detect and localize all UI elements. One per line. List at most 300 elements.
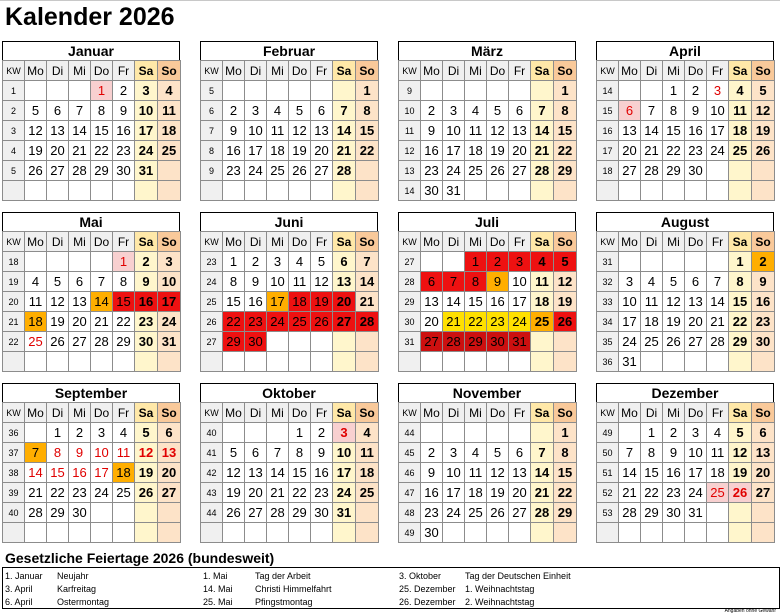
month-name: März bbox=[398, 41, 576, 60]
day-cell: 11 bbox=[465, 463, 487, 483]
day-cell bbox=[443, 523, 465, 543]
day-cell: 14 bbox=[443, 292, 465, 312]
day-cell: 4 bbox=[707, 423, 729, 443]
kw-header: KW bbox=[399, 403, 421, 423]
day-cell: 27 bbox=[421, 332, 443, 352]
day-cell: 22 bbox=[729, 312, 752, 332]
day-cell bbox=[509, 352, 531, 372]
month-name: November bbox=[398, 383, 576, 402]
month-table bbox=[200, 402, 379, 543]
day-cell: 1 bbox=[47, 423, 69, 443]
day-cell: 4 bbox=[356, 423, 379, 443]
month-name: Dezember bbox=[596, 383, 774, 402]
day-cell: 19 bbox=[311, 292, 333, 312]
day-cell bbox=[267, 423, 289, 443]
day-cell bbox=[289, 81, 311, 101]
day-cell bbox=[421, 252, 443, 272]
week-row bbox=[201, 463, 379, 483]
day-cell: 6 bbox=[685, 272, 707, 292]
weekday-header: Sa bbox=[333, 232, 356, 252]
day-cell: 15 bbox=[223, 292, 245, 312]
day-cell: 8 bbox=[663, 101, 685, 121]
week-number: 9 bbox=[399, 81, 421, 101]
day-cell: 10 bbox=[333, 443, 356, 463]
day-cell: 22 bbox=[91, 141, 113, 161]
day-cell bbox=[707, 252, 729, 272]
weekday-header: Mo bbox=[619, 232, 641, 252]
weekday-header: Sa bbox=[333, 403, 356, 423]
day-cell: 31 bbox=[158, 332, 181, 352]
week-number: 3 bbox=[3, 121, 25, 141]
day-cell bbox=[356, 352, 379, 372]
day-cell bbox=[685, 181, 707, 201]
day-cell: 17 bbox=[619, 312, 641, 332]
holiday-date: 1. Mai bbox=[203, 571, 228, 581]
week-number: 50 bbox=[597, 443, 619, 463]
day-cell: 23 bbox=[752, 312, 775, 332]
day-cell bbox=[311, 81, 333, 101]
day-cell: 15 bbox=[113, 292, 135, 312]
week-row bbox=[3, 292, 181, 312]
day-cell: 26 bbox=[752, 141, 775, 161]
week-row bbox=[597, 252, 775, 272]
week-number: 38 bbox=[3, 463, 25, 483]
week-number bbox=[3, 181, 25, 201]
day-cell: 29 bbox=[554, 161, 577, 181]
day-cell: 26 bbox=[663, 332, 685, 352]
weekday-header: Di bbox=[245, 403, 267, 423]
week-row bbox=[3, 141, 181, 161]
day-cell: 9 bbox=[685, 101, 707, 121]
weekday-header: Mi bbox=[465, 232, 487, 252]
week-row bbox=[399, 181, 577, 201]
day-cell bbox=[223, 81, 245, 101]
day-cell: 13 bbox=[509, 121, 531, 141]
weekday-header: Do bbox=[487, 232, 509, 252]
day-cell: 4 bbox=[158, 81, 181, 101]
day-cell bbox=[707, 352, 729, 372]
week-number: 49 bbox=[399, 523, 421, 543]
day-cell bbox=[752, 503, 775, 523]
day-cell bbox=[465, 81, 487, 101]
day-cell bbox=[91, 181, 113, 201]
week-row bbox=[597, 523, 775, 543]
week-row bbox=[201, 523, 379, 543]
holiday-name: 1. Weihnachtstag bbox=[465, 584, 535, 594]
day-cell: 4 bbox=[113, 423, 135, 443]
day-cell bbox=[707, 523, 729, 543]
week-row bbox=[3, 252, 181, 272]
day-cell: 12 bbox=[752, 101, 775, 121]
day-cell: 2 bbox=[113, 81, 135, 101]
day-cell: 26 bbox=[554, 312, 577, 332]
day-cell: 26 bbox=[487, 161, 509, 181]
day-cell bbox=[135, 181, 158, 201]
day-cell bbox=[113, 181, 135, 201]
day-cell: 5 bbox=[752, 81, 775, 101]
weekday-header: So bbox=[158, 403, 181, 423]
holiday-date: 25. Dezember bbox=[399, 584, 456, 594]
day-cell: 25 bbox=[531, 312, 554, 332]
weekday-header: Mi bbox=[69, 232, 91, 252]
day-cell bbox=[487, 352, 509, 372]
holidays-box bbox=[2, 567, 780, 609]
week-row bbox=[3, 443, 181, 463]
day-cell bbox=[267, 81, 289, 101]
day-cell bbox=[465, 181, 487, 201]
disclaimer-text: Angaben ohne Gewähr bbox=[724, 608, 776, 614]
day-cell: 13 bbox=[685, 292, 707, 312]
day-cell: 12 bbox=[487, 463, 509, 483]
day-cell bbox=[641, 181, 663, 201]
holiday-date: 6. April bbox=[5, 597, 33, 607]
day-cell: 31 bbox=[509, 332, 531, 352]
day-cell: 17 bbox=[443, 483, 465, 503]
day-cell: 27 bbox=[333, 312, 356, 332]
week-number: 20 bbox=[3, 292, 25, 312]
day-cell: 10 bbox=[91, 443, 113, 463]
day-cell bbox=[663, 523, 685, 543]
week-row bbox=[201, 352, 379, 372]
day-cell: 3 bbox=[619, 272, 641, 292]
day-cell: 22 bbox=[554, 141, 577, 161]
weekday-header: Sa bbox=[135, 61, 158, 81]
weekday-header: Do bbox=[91, 403, 113, 423]
month-juli bbox=[398, 212, 576, 372]
day-cell bbox=[311, 181, 333, 201]
day-cell: 25 bbox=[267, 161, 289, 181]
day-cell bbox=[47, 81, 69, 101]
weekday-header: So bbox=[752, 403, 775, 423]
day-cell bbox=[113, 523, 135, 543]
weekday-header: Mo bbox=[25, 232, 47, 252]
weekday-header: Mo bbox=[421, 403, 443, 423]
day-cell: 6 bbox=[509, 101, 531, 121]
day-cell: 1 bbox=[91, 81, 113, 101]
day-cell: 27 bbox=[619, 161, 641, 181]
month-name: Januar bbox=[2, 41, 180, 60]
holiday-date: 3. April bbox=[5, 584, 33, 594]
day-cell: 15 bbox=[289, 463, 311, 483]
day-cell bbox=[69, 81, 91, 101]
day-cell: 18 bbox=[531, 292, 554, 312]
weekday-header: Do bbox=[685, 61, 707, 81]
day-cell bbox=[158, 523, 181, 543]
day-cell bbox=[311, 352, 333, 372]
day-cell: 24 bbox=[267, 312, 289, 332]
day-cell bbox=[663, 352, 685, 372]
week-number bbox=[597, 523, 619, 543]
day-cell: 6 bbox=[421, 272, 443, 292]
day-cell: 6 bbox=[619, 101, 641, 121]
holidays-column-1 bbox=[5, 570, 109, 609]
weekday-header: Fr bbox=[707, 61, 729, 81]
holiday-name: Neujahr bbox=[57, 571, 89, 581]
weekday-header: Fr bbox=[509, 232, 531, 252]
week-number: 36 bbox=[3, 423, 25, 443]
day-cell bbox=[752, 352, 775, 372]
day-cell: 17 bbox=[158, 292, 181, 312]
holiday-entry bbox=[399, 570, 571, 583]
week-row bbox=[3, 423, 181, 443]
weekday-header: Mo bbox=[25, 61, 47, 81]
day-cell: 12 bbox=[311, 272, 333, 292]
day-cell: 21 bbox=[641, 141, 663, 161]
day-cell: 23 bbox=[421, 503, 443, 523]
day-cell: 18 bbox=[641, 312, 663, 332]
day-cell: 22 bbox=[356, 141, 379, 161]
day-cell bbox=[465, 423, 487, 443]
weekday-header-row bbox=[399, 61, 577, 81]
day-cell: 22 bbox=[465, 312, 487, 332]
day-cell: 18 bbox=[113, 463, 135, 483]
holidays-column-3 bbox=[399, 570, 571, 609]
weekday-header: Sa bbox=[729, 61, 752, 81]
day-cell: 21 bbox=[531, 483, 554, 503]
week-row bbox=[597, 463, 775, 483]
day-cell: 8 bbox=[289, 443, 311, 463]
week-number: 37 bbox=[3, 443, 25, 463]
day-cell: 11 bbox=[465, 121, 487, 141]
day-cell: 11 bbox=[641, 292, 663, 312]
day-cell: 6 bbox=[311, 101, 333, 121]
day-cell: 24 bbox=[443, 161, 465, 181]
month-oktober bbox=[200, 383, 378, 543]
week-row bbox=[3, 272, 181, 292]
day-cell bbox=[663, 252, 685, 272]
day-cell: 11 bbox=[267, 121, 289, 141]
holiday-date: 14. Mai bbox=[203, 584, 233, 594]
weekday-header: Di bbox=[641, 61, 663, 81]
day-cell: 1 bbox=[113, 252, 135, 272]
week-number bbox=[399, 352, 421, 372]
day-cell bbox=[158, 181, 181, 201]
day-cell: 25 bbox=[289, 312, 311, 332]
week-row bbox=[201, 272, 379, 292]
day-cell bbox=[69, 252, 91, 272]
day-cell: 6 bbox=[158, 423, 181, 443]
day-cell: 31 bbox=[685, 503, 707, 523]
week-row bbox=[597, 483, 775, 503]
month-table bbox=[2, 231, 181, 372]
day-cell bbox=[554, 352, 577, 372]
weekday-header: Di bbox=[443, 61, 465, 81]
weekday-header: Do bbox=[487, 61, 509, 81]
day-cell: 10 bbox=[245, 121, 267, 141]
kw-header: KW bbox=[3, 61, 25, 81]
week-row bbox=[201, 141, 379, 161]
day-cell: 26 bbox=[729, 483, 752, 503]
day-cell bbox=[685, 252, 707, 272]
day-cell bbox=[69, 181, 91, 201]
day-cell: 24 bbox=[707, 141, 729, 161]
day-cell: 21 bbox=[333, 141, 356, 161]
weekday-header: Sa bbox=[135, 403, 158, 423]
weekday-header: So bbox=[752, 61, 775, 81]
day-cell: 16 bbox=[311, 463, 333, 483]
day-cell: 1 bbox=[356, 81, 379, 101]
week-number: 19 bbox=[3, 272, 25, 292]
kw-header: KW bbox=[399, 61, 421, 81]
weekday-header: Mo bbox=[619, 61, 641, 81]
day-cell: 30 bbox=[421, 181, 443, 201]
week-row bbox=[399, 292, 577, 312]
day-cell: 20 bbox=[311, 141, 333, 161]
day-cell bbox=[91, 352, 113, 372]
day-cell: 19 bbox=[752, 121, 775, 141]
day-cell: 28 bbox=[531, 161, 554, 181]
day-cell: 9 bbox=[487, 272, 509, 292]
day-cell: 22 bbox=[289, 483, 311, 503]
day-cell: 6 bbox=[69, 272, 91, 292]
day-cell: 22 bbox=[554, 483, 577, 503]
weekday-header: Mo bbox=[223, 232, 245, 252]
week-number: 16 bbox=[597, 121, 619, 141]
week-number: 8 bbox=[201, 141, 223, 161]
holiday-entry bbox=[399, 596, 571, 609]
day-cell: 17 bbox=[685, 463, 707, 483]
week-row bbox=[201, 443, 379, 463]
weekday-header: So bbox=[158, 61, 181, 81]
day-cell bbox=[333, 81, 356, 101]
day-cell: 20 bbox=[47, 141, 69, 161]
weekday-header: Fr bbox=[311, 61, 333, 81]
week-number: 31 bbox=[597, 252, 619, 272]
month-table bbox=[200, 60, 379, 201]
day-cell bbox=[752, 181, 775, 201]
day-cell: 26 bbox=[289, 161, 311, 181]
week-row bbox=[201, 121, 379, 141]
day-cell: 5 bbox=[223, 443, 245, 463]
weekday-header: So bbox=[554, 61, 577, 81]
day-cell: 26 bbox=[135, 483, 158, 503]
week-number: 13 bbox=[399, 161, 421, 181]
day-cell bbox=[356, 332, 379, 352]
weekday-header: Fr bbox=[509, 61, 531, 81]
month-table bbox=[200, 231, 379, 372]
day-cell: 25 bbox=[465, 503, 487, 523]
week-row bbox=[399, 523, 577, 543]
weekday-header: Di bbox=[47, 403, 69, 423]
day-cell bbox=[509, 81, 531, 101]
day-cell: 16 bbox=[69, 463, 91, 483]
day-cell: 21 bbox=[91, 312, 113, 332]
kw-header: KW bbox=[597, 232, 619, 252]
day-cell: 19 bbox=[25, 141, 47, 161]
week-row bbox=[3, 181, 181, 201]
day-cell: 13 bbox=[47, 121, 69, 141]
day-cell: 2 bbox=[311, 423, 333, 443]
weekday-header: Mi bbox=[465, 403, 487, 423]
holiday-entry bbox=[5, 583, 109, 596]
day-cell bbox=[487, 181, 509, 201]
day-cell: 28 bbox=[267, 503, 289, 523]
day-cell: 1 bbox=[289, 423, 311, 443]
day-cell bbox=[245, 523, 267, 543]
day-cell: 28 bbox=[443, 332, 465, 352]
kw-header: KW bbox=[597, 403, 619, 423]
day-cell bbox=[619, 523, 641, 543]
day-cell bbox=[311, 523, 333, 543]
week-number: 27 bbox=[201, 332, 223, 352]
day-cell: 8 bbox=[223, 272, 245, 292]
week-number: 47 bbox=[399, 483, 421, 503]
day-cell: 28 bbox=[531, 503, 554, 523]
day-cell bbox=[465, 523, 487, 543]
day-cell: 4 bbox=[267, 101, 289, 121]
day-cell: 17 bbox=[707, 121, 729, 141]
week-number: 46 bbox=[399, 463, 421, 483]
day-cell: 2 bbox=[663, 423, 685, 443]
day-cell: 27 bbox=[752, 483, 775, 503]
day-cell bbox=[554, 332, 577, 352]
day-cell: 29 bbox=[641, 503, 663, 523]
week-number bbox=[597, 181, 619, 201]
day-cell: 26 bbox=[47, 332, 69, 352]
day-cell: 3 bbox=[158, 252, 181, 272]
day-cell bbox=[47, 181, 69, 201]
week-row bbox=[597, 272, 775, 292]
day-cell bbox=[729, 181, 752, 201]
day-cell bbox=[25, 81, 47, 101]
day-cell: 24 bbox=[619, 332, 641, 352]
week-row bbox=[597, 81, 775, 101]
day-cell: 4 bbox=[641, 272, 663, 292]
day-cell: 12 bbox=[135, 443, 158, 463]
weekday-header: Mi bbox=[69, 61, 91, 81]
day-cell bbox=[158, 352, 181, 372]
day-cell: 13 bbox=[245, 463, 267, 483]
week-row bbox=[597, 503, 775, 523]
week-row bbox=[597, 312, 775, 332]
day-cell: 21 bbox=[25, 483, 47, 503]
week-number: 1 bbox=[3, 81, 25, 101]
week-row bbox=[3, 352, 181, 372]
day-cell: 22 bbox=[113, 312, 135, 332]
week-number: 21 bbox=[3, 312, 25, 332]
day-cell: 27 bbox=[47, 161, 69, 181]
month-januar bbox=[2, 41, 180, 201]
day-cell: 22 bbox=[641, 483, 663, 503]
week-number: 7 bbox=[201, 121, 223, 141]
week-number: 5 bbox=[201, 81, 223, 101]
day-cell: 14 bbox=[707, 292, 729, 312]
day-cell bbox=[158, 503, 181, 523]
day-cell: 31 bbox=[443, 181, 465, 201]
month-juni bbox=[200, 212, 378, 372]
day-cell: 24 bbox=[135, 141, 158, 161]
day-cell: 3 bbox=[443, 443, 465, 463]
day-cell bbox=[487, 81, 509, 101]
day-cell: 29 bbox=[113, 332, 135, 352]
day-cell: 30 bbox=[311, 503, 333, 523]
day-cell: 15 bbox=[47, 463, 69, 483]
day-cell: 27 bbox=[158, 483, 181, 503]
day-cell: 8 bbox=[356, 101, 379, 121]
weekday-header: Mi bbox=[267, 403, 289, 423]
week-row bbox=[399, 121, 577, 141]
month-mai bbox=[2, 212, 180, 372]
day-cell: 7 bbox=[531, 443, 554, 463]
week-number: 35 bbox=[597, 332, 619, 352]
day-cell: 24 bbox=[443, 503, 465, 523]
day-cell bbox=[641, 252, 663, 272]
day-cell: 28 bbox=[707, 332, 729, 352]
day-cell: 9 bbox=[223, 121, 245, 141]
holiday-date: 1. Januar bbox=[5, 571, 43, 581]
day-cell: 20 bbox=[509, 141, 531, 161]
month-table bbox=[596, 60, 775, 201]
